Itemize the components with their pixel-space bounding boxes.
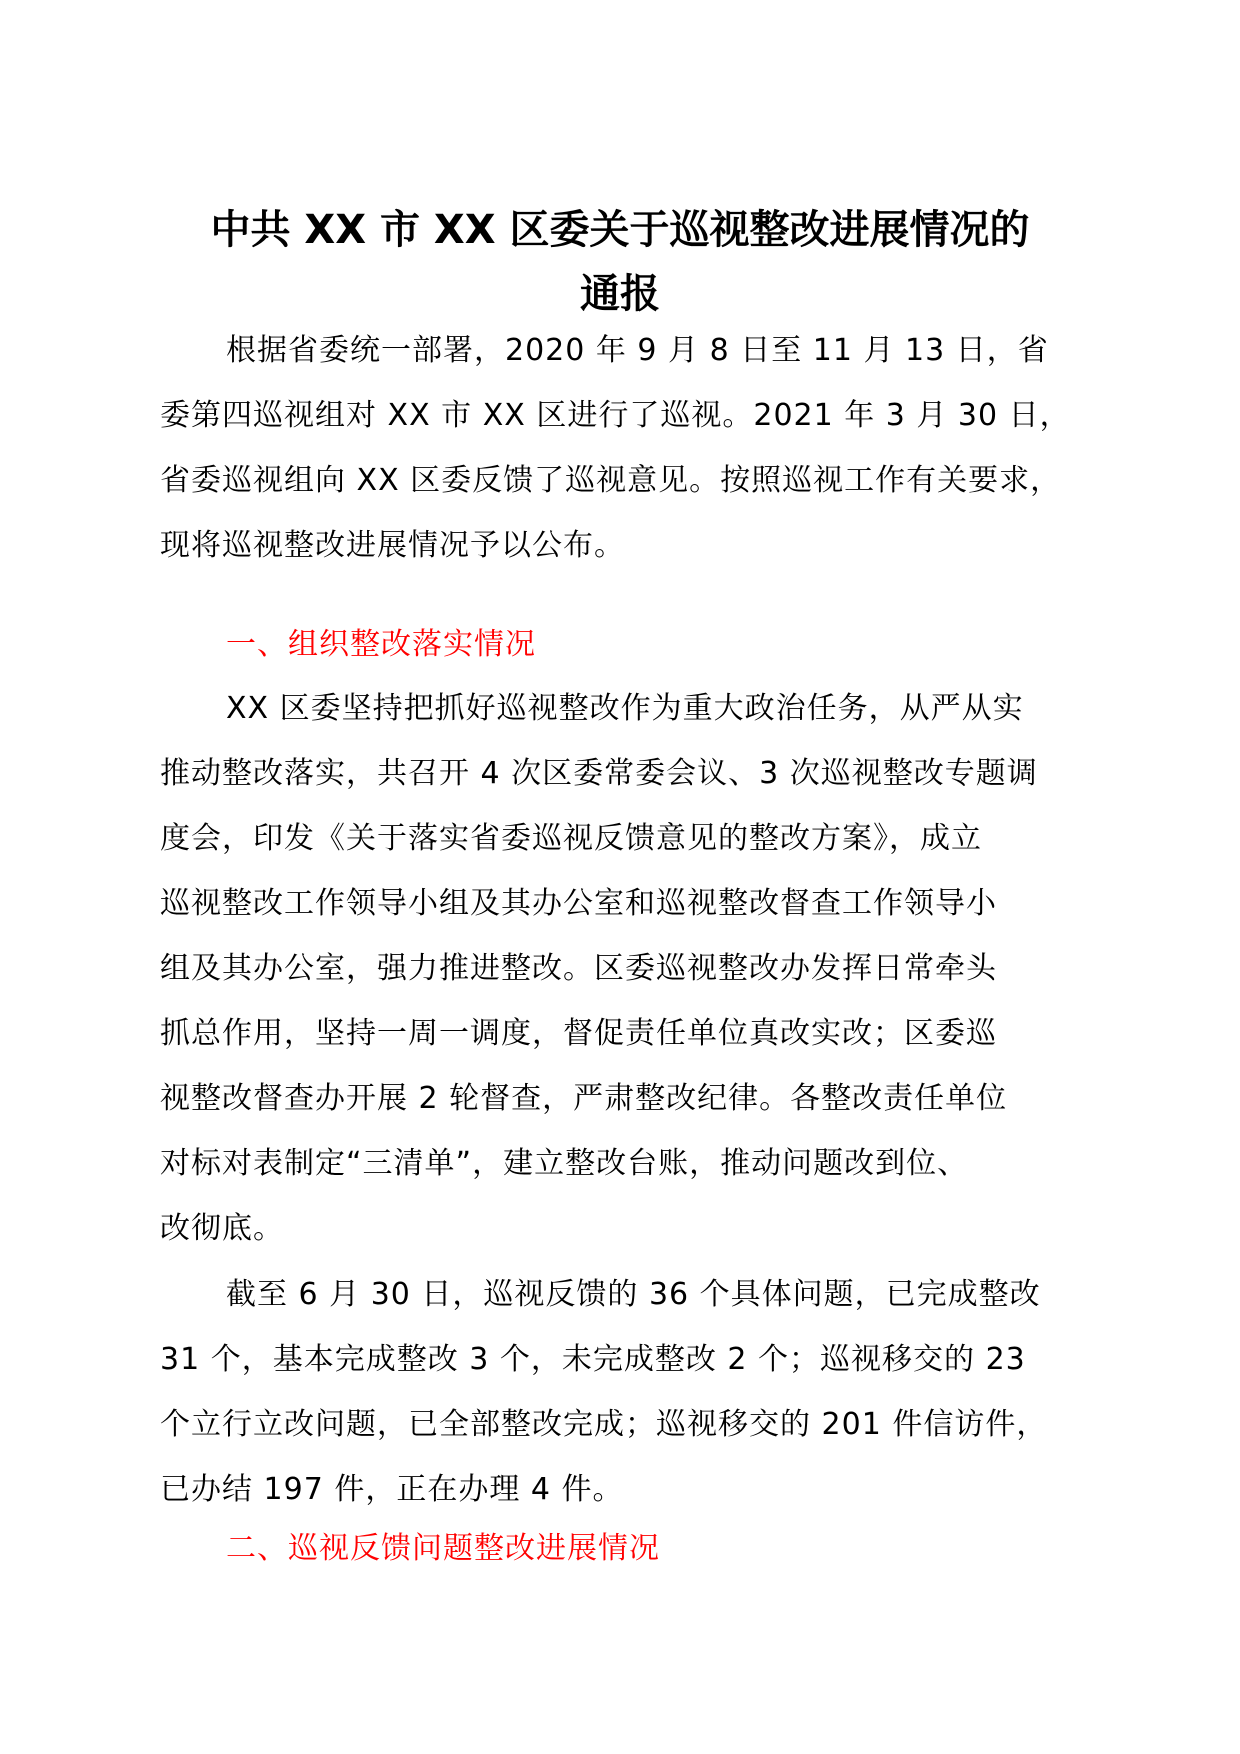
paragraph-line: 已办结 197 件，正在办理 4 件。 <box>160 1472 624 1507</box>
paragraph-line: 组及其办公室，强力推进整改。区委巡视整改办发挥日常牵头 <box>160 951 997 986</box>
paragraph-line: 截至 6 月 30 日，巡视反馈的 36 个具体问题，已完成整改 <box>226 1277 1041 1312</box>
paragraph-line: 个立行立改问题，已全部整改完成；巡视移交的 201 件信访件， <box>160 1407 1048 1442</box>
paragraph-line: 推动整改落实，共召开 4 次区委常委会议、3 次巡视整改专题调 <box>160 756 1038 791</box>
intro-paragraph <box>160 318 1120 578</box>
paragraph-line: 视整改督查办开展 2 轮督查，严肃整改纪律。各整改责任单位 <box>160 1081 1008 1116</box>
paragraph-line: 现将巡视整改进展情况予以公布。 <box>160 528 625 563</box>
paragraph-line: 度会，印发《关于落实省委巡视反馈意见的整改方案》，成立 <box>160 821 982 856</box>
paragraph-line: 省委巡视组向 XX 区委反馈了巡视意见。按照巡视工作有关要求， <box>160 463 1062 498</box>
progress-paragraph <box>160 1262 1120 1522</box>
paragraph-line: 根据省委统一部署，2020 年 9 月 8 日至 11 月 13 日，省 <box>226 333 1049 368</box>
paragraph-line: 对标对表制定“三清单”，建立整改台账，推动问题改到位、 <box>160 1146 969 1181</box>
section1-paragraph <box>160 676 1120 1261</box>
paragraph-line: 委第四巡视组对 XX 市 XX 区进行了巡视。2021 年 3 月 30 日， <box>160 398 1071 433</box>
section-heading-2: 二、巡视反馈问题整改进展情况 <box>226 1531 660 1566</box>
paragraph-line: XX 区委坚持把抓好巡视整改作为重大政治任务，从严从实 <box>226 691 1024 726</box>
paragraph-line: 抓总作用，坚持一周一调度，督促责任单位真改实改；区委巡 <box>160 1016 997 1051</box>
paragraph-line: 巡视整改工作领导小组及其办公室和巡视整改督查工作领导小 <box>160 886 997 921</box>
document-title-line-1: 中共 XX 市 XX 区委关于巡视整改进展情况的 <box>210 207 1030 253</box>
section-heading-1: 一、组织整改落实情况 <box>226 627 536 662</box>
document-title-line-2: 通报 <box>580 271 660 317</box>
paragraph-line: 改彻底。 <box>160 1211 284 1246</box>
paragraph-line: 31 个，基本完成整改 3 个，未完成整改 2 个；巡视移交的 23 <box>160 1342 1026 1377</box>
